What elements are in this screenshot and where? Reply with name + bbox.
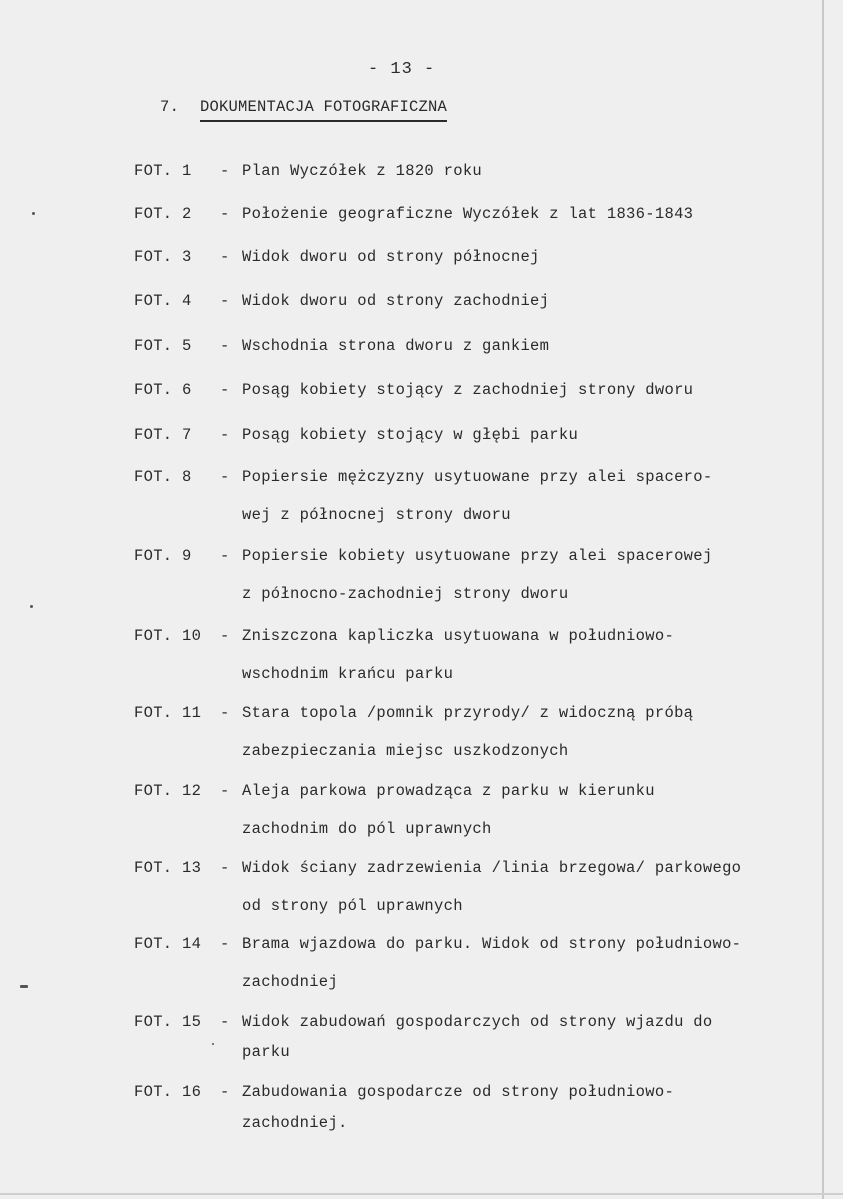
page-edge-right [822, 0, 824, 1199]
entry-dash: - [220, 782, 230, 800]
page-edge-bottom [0, 1193, 843, 1195]
section-heading [160, 98, 447, 116]
photo-description: Zabudowania gospodarcze od strony południowo- [242, 1083, 675, 1101]
photo-label: FOT. 10 [134, 627, 202, 645]
photo-description-continued: zachodniej. [242, 1114, 348, 1132]
photo-description-continued: z północno-zachodniej strony dworu [242, 585, 569, 603]
entry-dash: - [220, 292, 230, 310]
photo-description: Brama wjazdowa do parku. Widok od strony południowo- [242, 935, 742, 953]
photo-label: FOT. 11 [134, 704, 202, 722]
photo-description: Popiersie mężczyzny usytuowane przy alei spacero- [242, 468, 713, 486]
photo-label: FOT. 5 [134, 337, 192, 355]
photo-label: FOT. 3 [134, 248, 192, 266]
entry-dash: - [220, 627, 230, 645]
photo-description-continued: zachodnim do pól uprawnych [242, 820, 492, 838]
photo-description-continued: zachodniej [242, 973, 339, 991]
photo-description: Posąg kobiety stojący w głębi parku [242, 426, 579, 444]
photo-label: FOT. 12 [134, 782, 202, 800]
photo-description: Widok dworu od strony północnej [242, 248, 540, 266]
entry-dash: - [220, 1083, 230, 1101]
entry-dash: - [220, 704, 230, 722]
photo-label: FOT. 4 [134, 292, 192, 310]
photo-description: Wschodnia strona dworu z gankiem [242, 337, 550, 355]
photo-label: FOT. 7 [134, 426, 192, 444]
photo-description: Widok ściany zadrzewienia /linia brzegowa/ parkowego [242, 859, 742, 877]
entry-dash: - [220, 468, 230, 486]
photo-description-continued: parku [242, 1043, 291, 1061]
photo-description-continued: wschodnim krańcu parku [242, 665, 454, 683]
photo-description: Widok dworu od strony zachodniej [242, 292, 550, 310]
entry-dash: - [220, 381, 230, 399]
photo-label: FOT. 1 [134, 162, 192, 180]
photo-description: Zniszczona kapliczka usytuowana w południowo- [242, 627, 675, 645]
photo-label: FOT. 13 [134, 859, 202, 877]
page-number: - 13 - [368, 60, 436, 79]
photo-description: Popiersie kobiety usytuowane przy alei spacerowej [242, 547, 713, 565]
entry-dash: - [220, 248, 230, 266]
photo-label: FOT. 15 [134, 1013, 202, 1031]
photo-description: Posąg kobiety stojący z zachodniej strony dworu [242, 381, 694, 399]
photo-description-continued: zabezpieczania miejsc uszkodzonych [242, 742, 569, 760]
entry-dash: - [220, 935, 230, 953]
section-title: DOKUMENTACJA FOTOGRAFICZNA [200, 98, 447, 122]
entry-dash: - [220, 1013, 230, 1031]
scan-speck [212, 1043, 214, 1045]
photo-description-continued: wej z północnej strony dworu [242, 506, 511, 524]
photo-description: Plan Wyczółek z 1820 roku [242, 162, 483, 180]
photo-label: FOT. 2 [134, 205, 192, 223]
entry-dash: - [220, 859, 230, 877]
scan-speck [20, 985, 28, 988]
photo-description: Widok zabudowań gospodarczych od strony wjazdu do [242, 1013, 713, 1031]
photo-description-continued: od strony pól uprawnych [242, 897, 463, 915]
entry-dash: - [220, 426, 230, 444]
entry-dash: - [220, 547, 230, 565]
photo-label: FOT. 16 [134, 1083, 202, 1101]
photo-label: FOT. 6 [134, 381, 192, 399]
photo-label: FOT. 14 [134, 935, 202, 953]
photo-label: FOT. 8 [134, 468, 192, 486]
section-number: 7. [160, 98, 180, 116]
photo-description: Położenie geograficzne Wyczółek z lat 1836-1843 [242, 205, 694, 223]
photo-description: Aleja parkowa prowadząca z parku w kierunku [242, 782, 655, 800]
entry-dash: - [220, 337, 230, 355]
entry-dash: - [220, 162, 230, 180]
photo-label: FOT. 9 [134, 547, 192, 565]
scan-speck [32, 212, 35, 215]
photo-description: Stara topola /pomnik przyrody/ z widoczną próbą [242, 704, 694, 722]
entry-dash: - [220, 205, 230, 223]
scan-speck [30, 605, 33, 608]
